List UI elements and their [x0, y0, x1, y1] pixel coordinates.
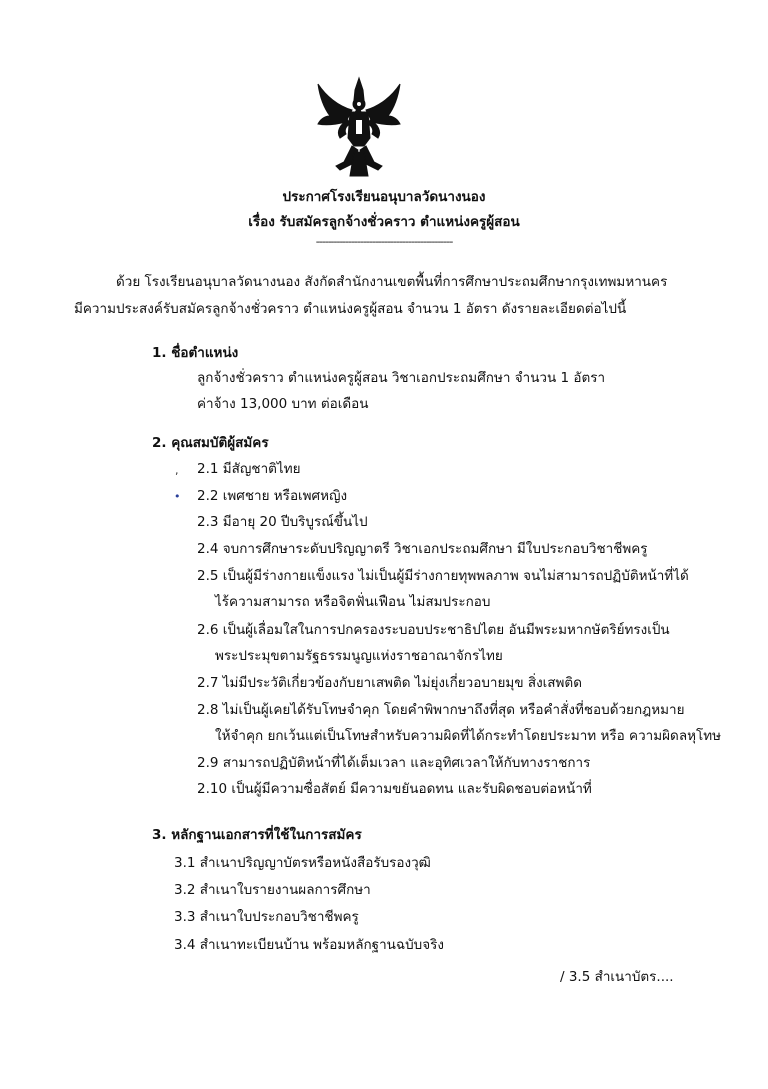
list-item: 2.7 ไม่มีประวัติเกี่ยวข้องกับยาเสพติด ไม่ยุ่งเกี่ยวอบายมุข สิ่งเสพติด [197, 675, 582, 691]
title-divider: ---------------------------------------------- [315, 235, 453, 248]
scan-mark: , [175, 464, 179, 477]
section-3-heading: 3. หลักฐานเอกสารที่ใช้ในการสมัคร [152, 827, 362, 843]
list-item: 3.2 สำเนาใบรายงานผลการศึกษา [174, 882, 371, 898]
document-subject: เรื่อง รับสมัครลูกจ้างชั่วคราว ตำแหน่งครูผู้สอน [248, 214, 520, 230]
intro-line-2: มีความประสงค์รับสมัครลูกจ้างชั่วคราว ตำแหน่งครูผู้สอน จำนวน 1 อัตรา ดังรายละเอียดต่อไปนี้ [74, 301, 627, 317]
list-item: 2.5 เป็นผู้มีร่างกายแข็งแรง ไม่เป็นผู้มีร่างกายทุพพลภาพ จนไม่สามารถปฏิบัติหน้าที่ได้ [197, 568, 689, 584]
list-item: 2.3 มีอายุ 20 ปีบริบูรณ์ขึ้นไป [197, 514, 368, 530]
document-title: ประกาศโรงเรียนอนุบาลวัดนางนอง [282, 189, 486, 205]
list-item: 3.3 สำเนาใบประกอบวิชาชีพครู [174, 909, 359, 925]
list-item-continued: ให้จำคุก ยกเว้นแต่เป็นโทษสำหรับความผิดที่ได้กระทำโดยประมาท หรือ ความผิดลหุโทษ [215, 728, 722, 744]
garuda-emblem-icon [314, 76, 404, 180]
list-item: 2.10 เป็นผู้มีความซื่อสัตย์ มีความขยันอดทน และรับผิดชอบต่อหน้าที่ [197, 781, 592, 797]
list-item: 2.6 เป็นผู้เลื่อมใสในการปกครองระบอบประชาธิปไตย อันมีพระมหากษัตริย์ทรงเป็น [197, 622, 670, 638]
list-item: 3.4 สำเนาทะเบียนบ้าน พร้อมหลักฐานฉบับจริง [174, 937, 444, 953]
section-2-heading: 2. คุณสมบัติผู้สมัคร [152, 435, 269, 451]
intro-line-1: ด้วย โรงเรียนอนุบาลวัดนางนอง สังกัดสำนักงานเขตพื้นที่การศึกษาประถมศึกษากรุงเทพมหานคร [116, 274, 668, 290]
list-item-continued: พระประมุขตามรัฐธรรมนูญแห่งราชอาณาจักรไทย [215, 648, 503, 664]
section-1-line-2: ค่าจ้าง 13,000 บาท ต่อเดือน [197, 396, 369, 412]
page-continuation: / 3.5 สำเนาบัตร.... [560, 969, 674, 985]
list-item: 2.2 เพศชาย หรือเพศหญิง [197, 488, 348, 504]
list-item: 2.4 จบการศึกษาระดับปริญญาตรี วิชาเอกประถมศึกษา มีใบประกอบวิชาชีพครู [197, 541, 648, 557]
list-item: 2.8 ไม่เป็นผู้เคยได้รับโทษจำคุก โดยคำพิพากษาถึงที่สุด หรือคำสั่งที่ชอบด้วยกฎหมาย [197, 702, 685, 718]
list-item: 2.9 สามารถปฏิบัติหน้าที่ได้เต็มเวลา และอุทิศเวลาให้กับทางราชการ [197, 755, 591, 771]
scan-mark: • [174, 490, 181, 503]
section-1-heading: 1. ชื่อตำแหน่ง [152, 345, 239, 361]
section-1-line-1: ลูกจ้างชั่วคราว ตำแหน่งครูผู้สอน วิชาเอกประถมศึกษา จำนวน 1 อัตรา [197, 370, 606, 386]
list-item: 3.1 สำเนาปริญญาบัตรหรือหนังสือรับรองวุฒิ [174, 855, 431, 871]
list-item: 2.1 มีสัญชาติไทย [197, 461, 301, 477]
list-item-continued: ไร้ความสามารถ หรือจิตฟั่นเฟือน ไม่สมประกอบ [215, 594, 491, 610]
